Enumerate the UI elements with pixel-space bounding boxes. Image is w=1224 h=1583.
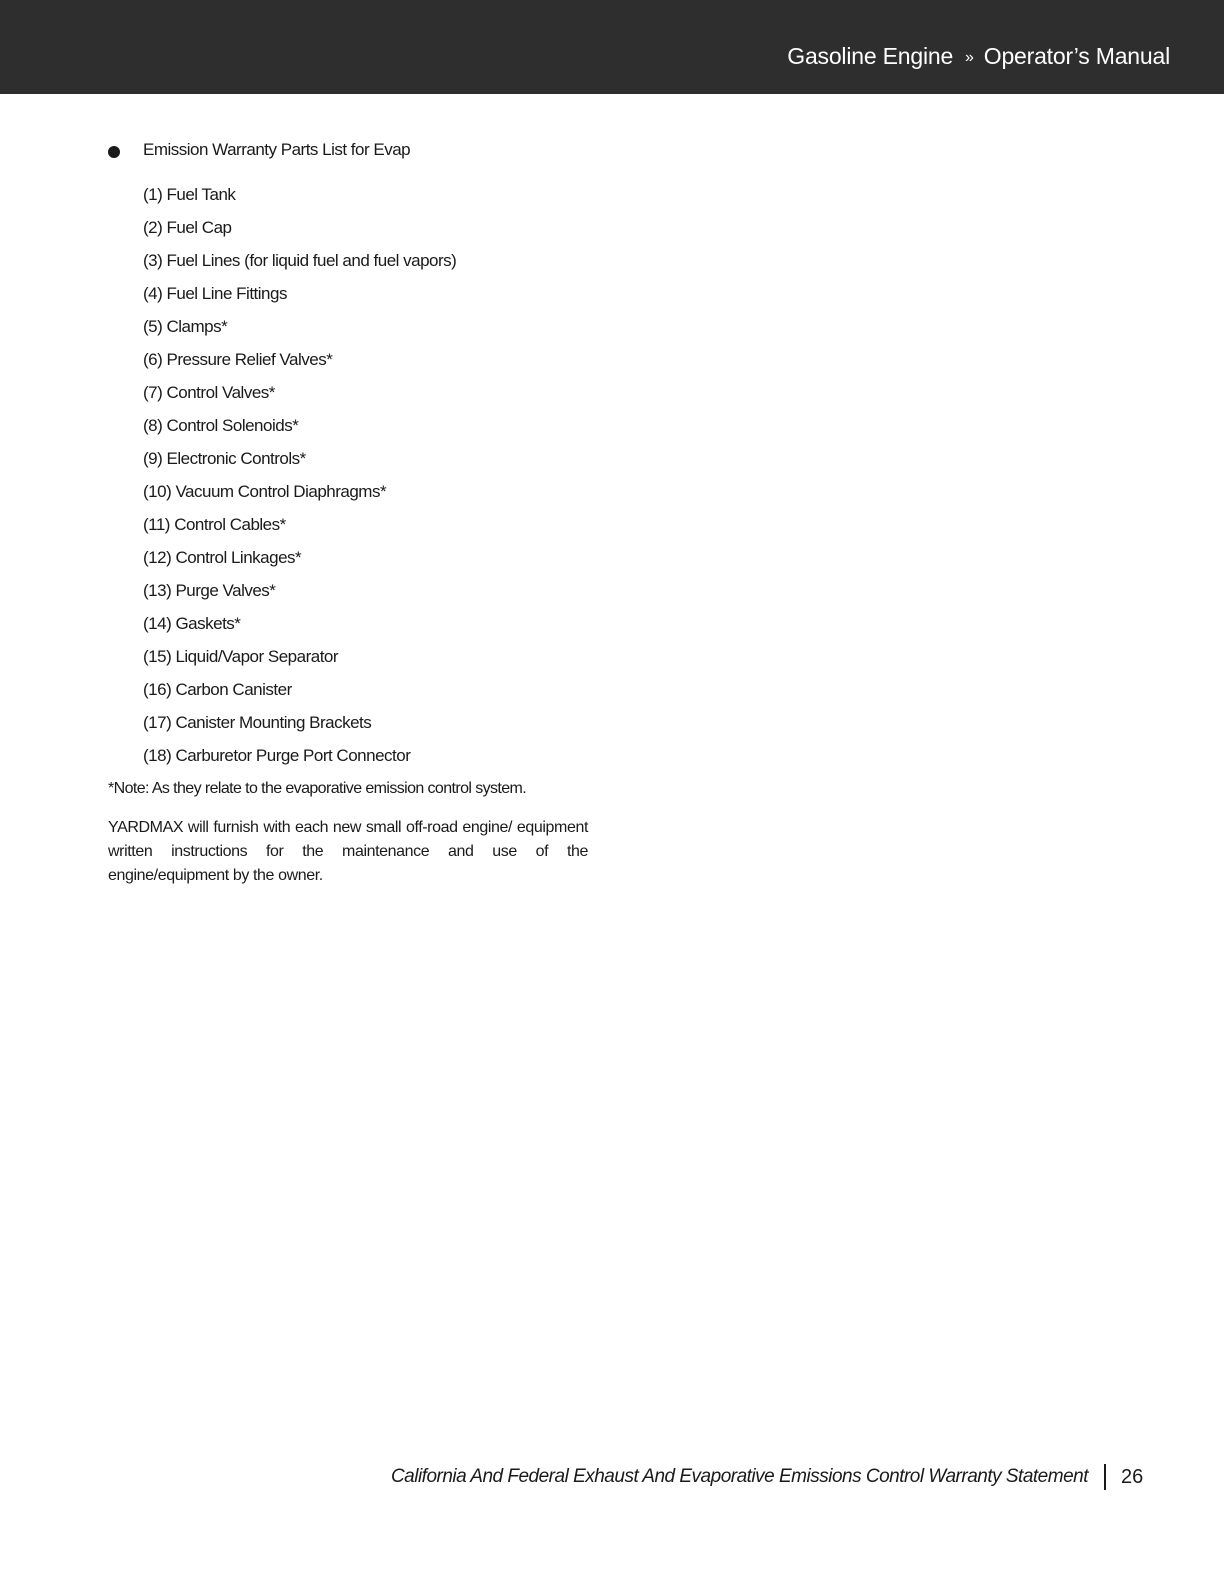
header-title — [787, 41, 1170, 75]
list-item: (5) Clamps* — [143, 317, 228, 336]
header-title-document: Gasoline Engine — [787, 43, 954, 69]
list-item: (10) Vacuum Control Diaphragms* — [143, 482, 387, 501]
list-item: (6) Pressure Relief Valves* — [143, 350, 333, 369]
list-item: (9) Electronic Controls* — [143, 449, 306, 468]
parts-list — [143, 182, 456, 776]
list-item: (11) Control Cables* — [143, 515, 286, 534]
list-item: (2) Fuel Cap — [143, 218, 232, 237]
page-header — [0, 0, 1224, 94]
list-item: (13) Purge Valves* — [143, 581, 276, 600]
list-item: (14) Gaskets* — [143, 614, 241, 633]
footnote: *Note: As they relate to the evaporative emission control system. — [108, 780, 527, 797]
list-item: (17) Canister Mounting Brackets — [143, 713, 372, 732]
list-item: (7) Control Valves* — [143, 383, 275, 402]
footer-divider — [1104, 1464, 1106, 1490]
list-item: (16) Carbon Canister — [143, 680, 292, 699]
list-item: (3) Fuel Lines (for liquid fuel and fuel vapors) — [143, 251, 457, 270]
list-item: (12) Control Linkages* — [143, 548, 302, 567]
body-paragraph: YARDMAX will furnish with each new small off-road engine/ equipment written instructions for the maintenance and use of the engine/equipment by the owner. — [108, 819, 588, 884]
header-title-manual: Operator’s Manual — [983, 43, 1170, 69]
list-item: (18) Carburetor Purge Port Connector — [143, 746, 411, 765]
header-separator: » — [965, 49, 974, 66]
bullet-dot-icon — [108, 146, 120, 158]
list-item: (15) Liquid/Vapor Separator — [143, 647, 339, 666]
section-heading: Emission Warranty Parts List for Evap — [143, 140, 411, 159]
list-item: (8) Control Solenoids* — [143, 416, 299, 435]
list-item: (4) Fuel Line Fittings — [143, 284, 287, 303]
list-item: (1) Fuel Tank — [143, 185, 236, 204]
footer-title: California And Federal Exhaust And Evaporative Emissions Control Warranty Statement — [390, 1466, 1088, 1487]
page-number: 26 — [1121, 1466, 1144, 1488]
